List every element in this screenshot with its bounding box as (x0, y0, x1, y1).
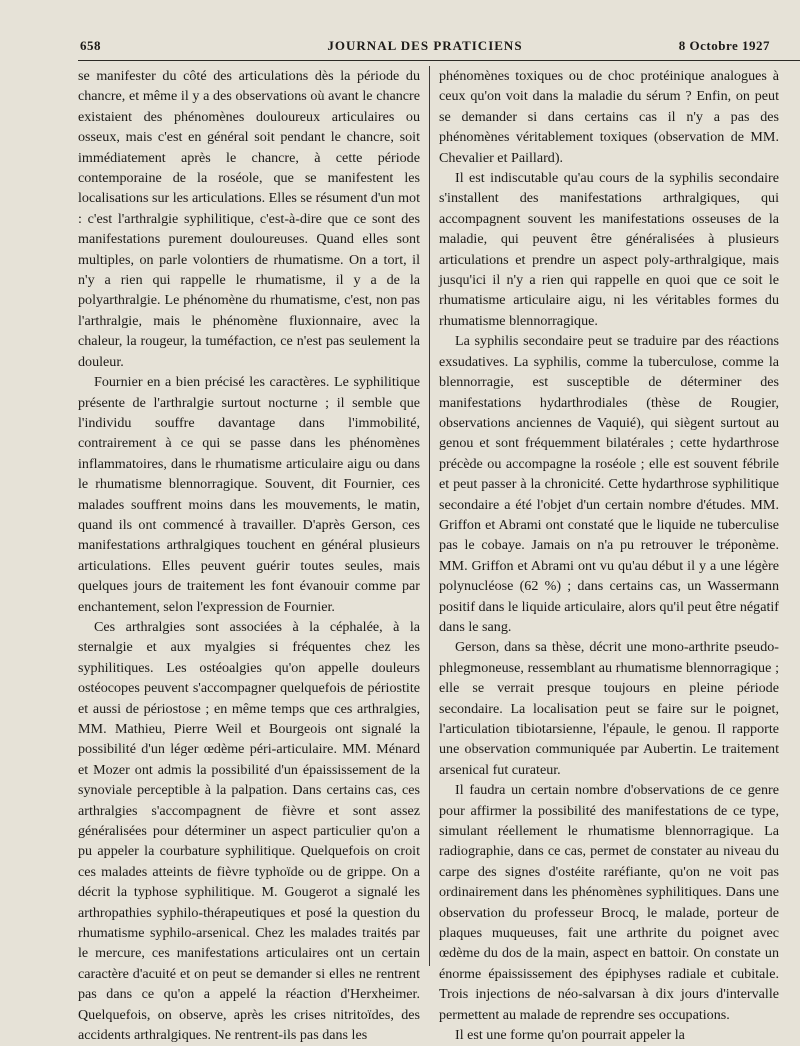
paragraph: Ces arthralgies sont associées à la céphalée, à la sternalgie et aux myalgies si fréquentes chez les syphilitiques. Les ostéoalgies qu'on appelle douleurs ostéocopes peuvent s'accompagner quelquefois de périostite et aussi de périostose ; en même temps que ces arthralgies, MM. Mathieu, Pierre Weil et Bourgeois ont signalé la possibilité d'un léger œdème péri-articulaire. MM. Ménard et Mozer ont admis la possibilité d'un épaississement de la synoviale perceptible à la palpation. Dans certains cas, ces arthralgies s'accompagnent de fièvre et sont assez généralisées pour déterminer un aspect particulier qu'on a pu appeler la courbature syphilitique. Quelquefois on croit ces malades atteints de fièvre typhoïde ou de grippe. On a décrit la typhose syphilitique. M. Gougerot a signalé les arthropathies syphilo-thérapeutiques et posé la question du rhumatisme syphilo-arsenical. Chez les malades traités par le mercure, ces manifestations articulaires ont un certain caractère d'acuité et on peut se demander si elles ne rentrent pas dans ce qu'on a appelé la réaction d'Herxheimer. Quelquefois, on observe, après les crises nitritoïdes, des accidents arthralgiques. Ne rentrent-ils pas dans les (78, 618, 420, 1044)
left-column (78, 66, 420, 1046)
column-divider (429, 66, 430, 966)
paragraph: Il est une forme qu'on pourrait appeler la (455, 1027, 685, 1044)
header-rule (78, 60, 800, 61)
running-header (80, 38, 770, 58)
paragraph: phénomènes toxiques ou de choc protéinique analogues à ceux qu'on voit dans la maladie du sérum ? Enfin, on peut se demander si dans certains cas il n'y a pas des phénomènes véritablement toxiques (observation de MM. Chevalier et Paillard). (439, 68, 779, 166)
paragraph: Il faudra un certain nombre d'observations de ce genre pour affirmer la possibilité des manifestations de ce type, simulant réellement le rhumatisme blennorragique. La radiographie, dans ce cas, permet de constater au niveau du carpe des signes d'ostéite raréfiante, qu'on ne voit pas ordinairement dans les phénomènes syphilitiques. Dans une observation du professeur Brocq, le malade, porteur de plaques muqueuses, fait une arthrite du poignet avec œdème du dos de la main, aspect en battoir. On constate un énorme épaississement des épiphyses radiale et cubitale. Trois injections de néo-salvarsan à dix jours d'intervalle permettent au malade de reprendre ses occupations. (439, 782, 779, 1023)
page-number: 658 (80, 38, 101, 53)
right-column (439, 66, 779, 1046)
journal-title: JOURNAL DES PRATICIENS (327, 38, 523, 53)
paragraph: La syphilis secondaire peut se traduire par des réactions exsudatives. La syphilis, comme la tuberculose, comme la blennorragie, est susceptible de déterminer des manifestations hydarthrodiales (thèse de Rougier, observations anciennes de Vaquié), qui siègent surtout au genou et sont fréquemment bilatérales ; cette hydarthrose précède ou accompagne la roséole ; elle est souvent fébrile et peut passer à la chronicité. Cette hydarthrose syphilitique secondaire a été l'objet d'un certain nombre d'études. MM. Griffon et Abrami ont constaté que le liquide ne tuberculise pas le cobaye. Jamais on n'a pu retrouver le tréponème. MM. Griffon et Abrami ont vu qu'au début il y a une légère polynucléose (62 %) ; dans certains cas, un Wassermann positif dans le liquide articulaire, alors qu'il peut être négatif dans le sang. (439, 333, 779, 635)
paragraph: Il est indiscutable qu'au cours de la syphilis secondaire s'installent des manifestations arthralgiques, qui accompagnent souvent les manifestations osseuses de la maladie, qui peuvent être généralisées à plusieurs articulations et prendre un aspect poly-arthralgique, mais jusqu'ici il n'y a rien qui rappelle en quoi que ce soit le rhumatisme articulaire aigu, ni les véritables formes du rhumatisme blennorragique. (439, 170, 779, 329)
paragraph: Fournier en a bien précisé les caractères. Le syphilitique présente de l'arthralgie surtout nocturne ; il semble que l'individu souffre davantage dans l'immobilité, contrairement à ce qui se passe dans les phénomènes inflammatoires, dans le rhumatisme articulaire aigu ou dans le rhumatisme blennorragique. Souvent, dit Fournier, ces malades souffrent moins dans les mouvements, le matin, quand ils ont commencé à travailler. D'après Gerson, ces manifestations arthralgiques touchent en général plusieurs articulations. Elles peuvent guérir toutes seules, mais quelques jours de traitement les font évanouir comme par enchantement, selon l'expression de Fournier. (78, 374, 420, 615)
issue-date: 8 Octobre 1927 (678, 38, 770, 53)
paragraph: se manifester du côté des articulations dès la période du chancre, et même il y a des observations où avant le chancre existaient des phénomènes douloureux articulaires ou osseux, mais c'est en général soit pendant le chancre, soit immédiatement après le chancre, à cette période contemporaine de la roséole, que se manifestent les localisations sur les articulations. Elles se résument d'un mot : c'est l'arthralgie syphilitique, c'est-à-dire que ce sont des manifestations purement douloureuses. Quand elles sont multiples, on parle volontiers de rhumatisme. On a tort, il n'y a rien qui rappelle le rhumatisme, il y a de la polyarthralgie. Le phénomène du rhumatisme, c'est, non pas l'arthralgie, mais le phénomène fluxionnaire, avec la chaleur, la rougeur, la tuméfaction, ce n'est pas seulement la douleur. (78, 68, 420, 370)
paragraph: Gerson, dans sa thèse, décrit une mono-arthrite pseudo-phlegmoneuse, ressemblant au rhumatisme blennorragique ; elle se verrait presque toujours en pleine période secondaire. La localisation peut se faire sur le poignet, l'articulation tibiotarsienne, l'épaule, le genou. Il rapporte une observation communiquée par Aubertin. Le traitement arsenical fut curateur. (439, 639, 779, 778)
